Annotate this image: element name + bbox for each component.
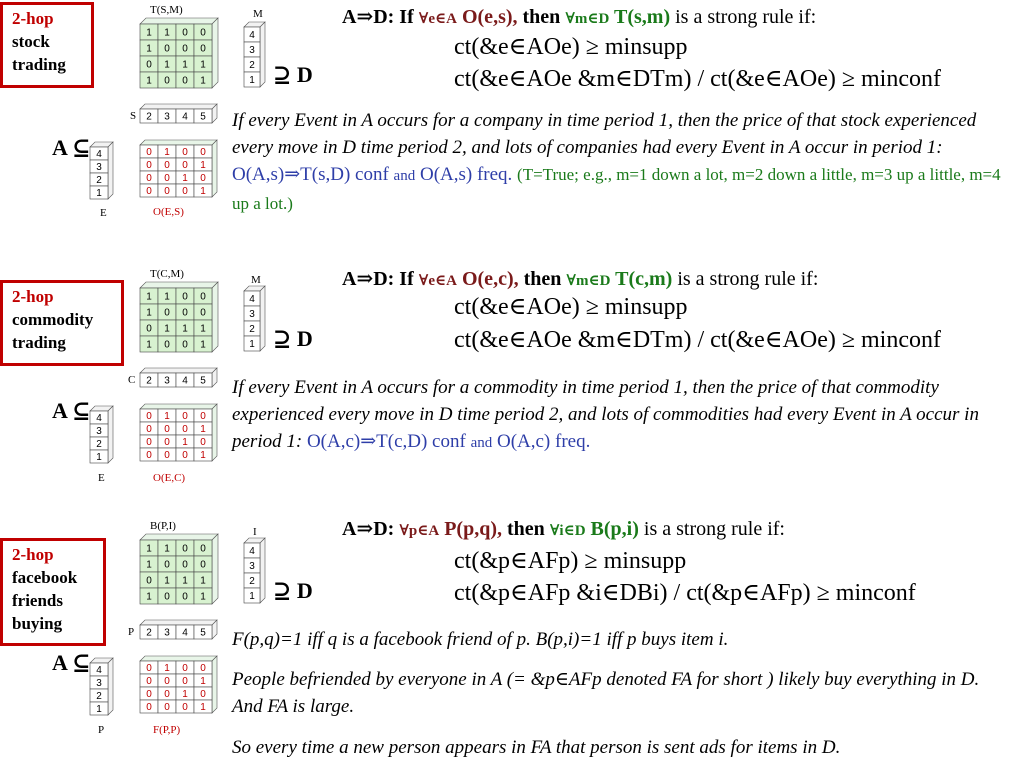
freq-expression: O(A,c) freq. — [496, 431, 591, 452]
and-word: and — [470, 435, 493, 451]
matrix-value: 1 — [146, 291, 152, 303]
example-note: (T=True; e.g., m=1 down a lot, m=2 down a little, m=3 up a little, m=4 up a lot.) — [232, 165, 1001, 213]
matrix-value: 1 — [146, 307, 152, 319]
axis-value: 1 — [249, 75, 255, 86]
commodity-trading-section — [0, 262, 1024, 517]
matrix-value: 0 — [146, 173, 152, 184]
matrix-value: 0 — [146, 186, 152, 197]
matrix-value: 0 — [182, 339, 188, 351]
matrix-value: 1 — [200, 75, 206, 87]
minconf-condition: ct(&p∈AFp &i∈DBi) / ct(&p∈AFp) ≥ minconf — [454, 580, 916, 606]
section-tag — [0, 280, 124, 366]
tag-line: commodity — [12, 310, 94, 329]
bottom-matrix-grid — [140, 404, 222, 470]
minconf-condition: ct(&e∈AOe &m∈DTm) / ct(&e∈AOe) ≥ minconf — [454, 327, 941, 353]
matrix-value: 0 — [164, 676, 170, 687]
matrix-value: 0 — [164, 186, 170, 197]
minconf-condition: ct(&e∈AOe &m∈DTm) / ct(&e∈AOe) ≥ minconf — [454, 66, 941, 92]
matrix-value: 0 — [164, 559, 170, 571]
matrix-value: 1 — [146, 75, 152, 87]
tag-line: stock — [12, 32, 50, 51]
s-axis-bar — [140, 104, 222, 126]
forall-p-a: ∀p∈A — [399, 523, 440, 539]
minsupp-condition: ct(&p∈AFp) ≥ minsupp — [454, 548, 687, 574]
explanation-paragraph — [232, 107, 1014, 217]
axis-value: 2 — [96, 439, 102, 450]
matrix-value: 0 — [164, 43, 170, 55]
top-matrix-label: T(S,M) — [150, 4, 183, 16]
s-axis-label: S — [130, 110, 137, 122]
matrix-value: 1 — [164, 575, 170, 587]
rule-heading — [342, 266, 818, 291]
axis-value: 3 — [249, 45, 255, 56]
matrix-value: 0 — [146, 702, 152, 713]
d-superset-symbol: ⊇ D — [273, 578, 313, 603]
rule-heading — [342, 516, 785, 541]
facebook-buying-section — [0, 516, 1024, 768]
axis-value: 2 — [96, 175, 102, 186]
matrix-value: 0 — [164, 307, 170, 319]
i-axis-label: I — [253, 526, 257, 538]
axis-value: 2 — [146, 375, 152, 387]
matrix-value: 0 — [200, 543, 206, 555]
predicate-o: O(e,c), — [456, 268, 519, 290]
matrix-value: 0 — [146, 323, 152, 335]
rule-prefix: A⇒D: If — [342, 268, 419, 290]
matrix-value: 0 — [182, 43, 188, 55]
matrix-value: 0 — [164, 689, 170, 700]
a-subset-symbol: A ⊆ — [52, 135, 91, 160]
forall-e-a: ∀e∈A — [418, 273, 457, 289]
axis-value: 3 — [249, 561, 255, 572]
axis-value: 2 — [249, 60, 255, 71]
matrix-value: 1 — [164, 663, 170, 674]
d-superset-symbol: ⊇ D — [273, 326, 313, 351]
matrix-value: 0 — [146, 160, 152, 171]
matrix-value: 0 — [200, 689, 206, 700]
matrix-value: 0 — [182, 160, 188, 171]
matrix-value: 0 — [182, 591, 188, 603]
axis-value: 5 — [200, 627, 206, 639]
and-word: and — [393, 168, 416, 184]
explanation-line: People befriended by everyone in A (= &p∈AFp denoted FA for short ) likely buy everything in D. And FA is large. — [232, 669, 980, 717]
matrix-value: 0 — [146, 411, 152, 422]
forall-m-d: ∀m∈D — [566, 273, 611, 289]
matrix-value: 0 — [182, 75, 188, 87]
axis-value: 3 — [96, 678, 102, 689]
axis-value: 4 — [182, 111, 188, 123]
matrix-value: 0 — [146, 424, 152, 435]
bottom-matrix-label: O(E,C) — [153, 472, 186, 484]
axis-value: 1 — [96, 452, 102, 463]
axis-value: 4 — [96, 149, 102, 160]
matrix-value: 1 — [182, 323, 188, 335]
then-word: then — [517, 6, 566, 28]
matrix-value: 0 — [164, 173, 170, 184]
axis-value: 2 — [249, 324, 255, 335]
matrix-value: 0 — [164, 450, 170, 461]
predicate-b: B(p,i) — [585, 518, 639, 540]
matrix-value: 1 — [200, 450, 206, 461]
matrix-value: 1 — [164, 291, 170, 303]
m-axis-label: M — [251, 274, 261, 286]
top-matrix-grid — [140, 282, 222, 362]
i-axis-bar — [244, 538, 268, 606]
tag-line: 2-hop — [12, 545, 54, 564]
e-axis-bar — [90, 142, 116, 204]
matrix-value: 0 — [146, 437, 152, 448]
rule-suffix: is a strong rule if: — [638, 518, 785, 540]
explanation-text: If every Event in A occurs for a company in time period 1, then the price of that stock experienced every move in D time period 2, and lots of companies had every Event in A occur in period 1: — [232, 110, 977, 158]
predicate-t: T(s,m) — [609, 6, 671, 28]
matrix-value: 0 — [200, 173, 206, 184]
top-matrix-grid — [140, 534, 222, 614]
forall-i-d: ∀i∈D — [549, 523, 586, 539]
matrix-value: 0 — [146, 575, 152, 587]
ads-line: So every time a new person appears in FA that person is sent ads for items in D. — [232, 737, 841, 758]
matrix-value: 0 — [182, 186, 188, 197]
matrix-value: 1 — [200, 160, 206, 171]
axis-value: 3 — [96, 426, 102, 437]
d-superset-symbol: ⊇ D — [273, 62, 313, 87]
matrix-value: 0 — [200, 27, 206, 39]
matrix-value: 0 — [182, 291, 188, 303]
axis-value: 3 — [96, 162, 102, 173]
matrix-value: 1 — [200, 339, 206, 351]
forall-m-d: ∀m∈D — [565, 11, 610, 27]
matrix-value: 0 — [164, 339, 170, 351]
matrix-value: 0 — [146, 663, 152, 674]
matrix-value: 1 — [146, 559, 152, 571]
matrix-value: 1 — [164, 543, 170, 555]
tag-line: trading — [12, 333, 66, 352]
matrix-value: 0 — [182, 543, 188, 555]
matrix-value: 1 — [164, 59, 170, 71]
matrix-value: 1 — [182, 437, 188, 448]
matrix-value: 0 — [164, 591, 170, 603]
matrix-value: 0 — [200, 437, 206, 448]
a-subset-symbol: A ⊆ — [52, 398, 91, 423]
matrix-value: 1 — [182, 575, 188, 587]
stock-trading-section — [0, 0, 1024, 255]
rule-prefix: A⇒D: — [342, 518, 400, 540]
axis-value: 4 — [96, 665, 102, 676]
minsupp-condition: ct(&e∈AOe) ≥ minsupp — [454, 294, 688, 320]
axis-value: 3 — [164, 111, 170, 123]
predicate-o: O(e,s), — [456, 6, 518, 28]
explanation-text: If every Event in A occurs for a commodity in time period 1, then the price of that commodity experienced every move in D time period 2, and lots of commodities had every Event in A occur in period 1: — [232, 377, 979, 452]
matrix-value: 1 — [200, 186, 206, 197]
conf-expression: O(A,c)⇒T(c,D) conf — [306, 431, 466, 452]
p-row-axis-label: P — [98, 724, 105, 736]
matrix-value: 1 — [146, 339, 152, 351]
axis-value: 5 — [200, 111, 206, 123]
matrix-value: 0 — [182, 411, 188, 422]
axis-value: 2 — [96, 691, 102, 702]
axis-value: 2 — [146, 627, 152, 639]
tag-line: buying — [12, 614, 63, 633]
predicate-p: P(p,q), — [439, 518, 503, 540]
rule-prefix: A⇒D: If — [342, 6, 419, 28]
matrix-value: 0 — [146, 676, 152, 687]
matrix-value: 0 — [182, 702, 188, 713]
axis-value: 2 — [146, 111, 152, 123]
tag-line: 2-hop — [12, 287, 54, 306]
freq-expression: O(A,s) freq. — [419, 164, 513, 185]
minsupp-condition: ct(&e∈AOe) ≥ minsupp — [454, 34, 688, 60]
matrix-value: 0 — [200, 411, 206, 422]
matrix-value: 0 — [164, 160, 170, 171]
axis-value: 2 — [249, 576, 255, 587]
axis-value: 3 — [249, 309, 255, 320]
matrix-value: 1 — [200, 424, 206, 435]
axis-value: 5 — [200, 375, 206, 387]
matrix-value: 1 — [164, 411, 170, 422]
matrix-value: 1 — [200, 676, 206, 687]
axis-value: 1 — [249, 591, 255, 602]
axis-value: 4 — [96, 413, 102, 424]
matrix-value: 0 — [164, 424, 170, 435]
matrix-value: 0 — [200, 559, 206, 571]
section-tag — [0, 2, 94, 88]
axis-value: 4 — [249, 546, 255, 557]
tag-line: friends — [12, 591, 63, 610]
explanation-paragraph — [232, 374, 1014, 457]
rule-suffix: is a strong rule if: — [670, 6, 817, 28]
top-matrix-label: B(P,I) — [150, 520, 176, 532]
p-axis-label: P — [128, 626, 135, 638]
m-axis-label: M — [253, 8, 263, 20]
matrix-value: 1 — [164, 27, 170, 39]
matrix-value: 0 — [146, 147, 152, 158]
matrix-value: 0 — [200, 147, 206, 158]
bottom-matrix-label: F(P,P) — [153, 724, 181, 736]
matrix-value: 0 — [182, 676, 188, 687]
matrix-value: 0 — [182, 559, 188, 571]
definition-line: F(p,q)=1 iff q is a facebook friend of p. B(p,i)=1 iff p buys item i. — [232, 629, 729, 650]
bottom-matrix-label: O(E,S) — [153, 206, 184, 218]
axis-value: 4 — [249, 294, 255, 305]
e-axis-label: E — [98, 472, 105, 484]
matrix-value: 1 — [146, 591, 152, 603]
axis-value: 3 — [164, 375, 170, 387]
p-row-axis-bar — [90, 658, 116, 720]
axis-value: 1 — [96, 188, 102, 199]
s-axis-bar — [140, 368, 222, 390]
top-matrix-label: T(C,M) — [150, 268, 184, 280]
e-axis-label: E — [100, 207, 107, 219]
m-axis-bar — [244, 22, 268, 90]
rule-heading — [342, 4, 816, 29]
matrix-value: 0 — [182, 147, 188, 158]
matrix-value: 0 — [182, 27, 188, 39]
m-axis-bar — [244, 286, 268, 354]
matrix-value: 0 — [164, 75, 170, 87]
matrix-value: 1 — [200, 591, 206, 603]
matrix-value: 1 — [164, 323, 170, 335]
matrix-value: 0 — [182, 663, 188, 674]
matrix-value: 0 — [146, 59, 152, 71]
s-axis-label: C — [128, 374, 136, 386]
matrix-value: 0 — [164, 437, 170, 448]
matrix-value: 1 — [182, 173, 188, 184]
matrix-value: 0 — [200, 307, 206, 319]
matrix-value: 1 — [182, 689, 188, 700]
predicate-t: T(c,m) — [610, 268, 673, 290]
axis-value: 3 — [164, 627, 170, 639]
e-axis-bar — [90, 406, 116, 468]
then-word: then — [502, 518, 550, 540]
tag-line: 2-hop — [12, 9, 54, 28]
axis-value: 1 — [249, 339, 255, 350]
matrix-value: 0 — [200, 663, 206, 674]
section-tag — [0, 538, 106, 646]
bottom-matrix-grid — [140, 656, 222, 722]
bottom-matrix-grid — [140, 140, 222, 206]
matrix-value: 0 — [182, 307, 188, 319]
top-matrix-grid — [140, 18, 222, 98]
matrix-value: 0 — [164, 702, 170, 713]
p-axis-bar — [140, 620, 222, 642]
matrix-value: 0 — [146, 450, 152, 461]
rule-suffix: is a strong rule if: — [672, 268, 819, 290]
a-subset-symbol: A ⊆ — [52, 650, 91, 675]
matrix-value: 0 — [200, 291, 206, 303]
matrix-value: 0 — [146, 689, 152, 700]
axis-value: 4 — [249, 30, 255, 41]
axis-value: 4 — [182, 375, 188, 387]
tag-line: trading — [12, 55, 66, 74]
then-word: then — [518, 268, 567, 290]
axis-value: 4 — [182, 627, 188, 639]
matrix-value: 0 — [182, 424, 188, 435]
matrix-value: 1 — [200, 702, 206, 713]
matrix-value: 0 — [200, 43, 206, 55]
matrix-value: 1 — [200, 575, 206, 587]
matrix-value: 0 — [182, 450, 188, 461]
matrix-value: 1 — [146, 543, 152, 555]
matrix-value: 1 — [182, 59, 188, 71]
forall-e-a: ∀e∈A — [418, 11, 457, 27]
matrix-value: 1 — [200, 59, 206, 71]
matrix-value: 1 — [146, 27, 152, 39]
axis-value: 1 — [96, 704, 102, 715]
tag-line: facebook — [12, 568, 78, 587]
conf-expression: O(A,s)⇒T(s,D) conf — [232, 164, 389, 185]
matrix-value: 1 — [200, 323, 206, 335]
matrix-value: 1 — [164, 147, 170, 158]
matrix-value: 1 — [146, 43, 152, 55]
